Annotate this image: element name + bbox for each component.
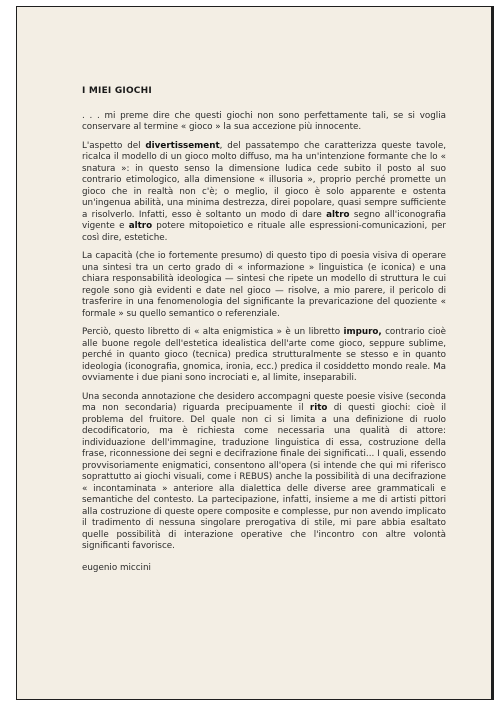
text-run: La capacità (che io fortemente presumo) di questo tipo di poesia visiva di operare una sintesi tra un certo grado di « informazione » linguistica (e iconica) e una chiara responsabilità ideologica — sintesi che ripete un modello di struttura le cui regole sono già evidenti e date nel gioco — risolve, a mio parere, il pericolo di trasferire in una fenomenologia del significante la prevaricazione del quoziente « formale » su quello semantico o referenziale. [82, 251, 446, 319]
text-run: contrario cioè alle buone regole dell'estetica idealistica dell'arte come gioco, seppure sublime, perché in quanto gioco (tecnica) predica strutturalmente se stesso e in quanto ideologia (iconografia, gnomica, ironia, ecc.) predica il cosiddetto mondo reale. Ma ovviamente i due piani sono incrociati e, al limite, inseparabili. [82, 327, 446, 383]
text-run: Perciò, questo libretto di « alta enigmistica » è un libretto [82, 327, 344, 337]
paragraph [82, 111, 446, 134]
page-title: I MIEI GIOCHI [82, 86, 152, 96]
text-run: segno all'iconografia vigente e [82, 209, 447, 231]
bold-term: divertissement [145, 140, 220, 151]
paragraph [82, 141, 446, 245]
bold-term: impuro, [343, 327, 382, 337]
text-run: potere mitopoietico e rituale alle espressioni-comunicazioni, per così dire, estetiche. [82, 221, 447, 243]
text-run: . . . mi preme dire che questi giochi non sono perfettamente tali, se si voglia conservare al termine « gioco » la sua accezione più innocente. [82, 110, 446, 132]
paragraph [82, 251, 446, 320]
bold-term: rito [309, 403, 328, 413]
paragraph [82, 392, 446, 553]
text-run: Una seconda annotazione che desidero accompagni queste poesie visive (seconda ma non secondaria) riguarda precipuamente il [82, 391, 446, 413]
text-run: di questi giochi: cioè il problema del fruitore. Del quale non ci si limita a una definizione di ruolo decodificatorio, ma è richiesta come necessaria una qualità di attore: individuazione dell'immagine, traduzione linguistica di essa, costruzione della frase, riconnessione dei segni e decifrazione finale dei significati... I quali, essendo provvisoriamente enigmatici, consentono all'opera (si intende che qui mi riferisco soprattutto ai giochi visuali, come i REBUS) anche la possibilità di una decifrazione « incontaminata » anteriore alla dialettica delle diverse aree grammaticali e semantiche del contesto. La partecipazione, infatti, insieme a me di artisti pittori alla costruzione di queste opere composite e complesse, pur non avendo implicato il tradimento di nessuna singolare prerogativa di stile, mi pare abbia esaltato quelle possibilità di interazione operative che l'incontro con altre volontà significanti favorisce. [82, 403, 447, 551]
text-run: , del passatempo che caratterizza queste tavole, ricalca il modello di un gioco molto diffuso, ma ha un'intenzione formante che lo « snatura »: in questo senso la dimensione ludica cede subito il posto al suo contrario etimologico, alla dimensione « illusoria », proprio perché promette un gioco che in realtà non c'è; o meglio, il gioco è solo apparente e ostenta un'ingenua abilità, una minima destrezza, direi popolare, quasi sempre sufficiente a risolverlo. Infatti, esso è soltanto un modo di dare [82, 140, 446, 220]
author-signature: eugenio miccini [82, 562, 151, 573]
body-text [82, 111, 446, 553]
bold-term: altro [326, 209, 350, 220]
text-run: L'aspetto del [82, 140, 146, 151]
page-text-block [82, 86, 446, 574]
paragraph [82, 327, 446, 385]
bold-term: altro [128, 221, 153, 231]
